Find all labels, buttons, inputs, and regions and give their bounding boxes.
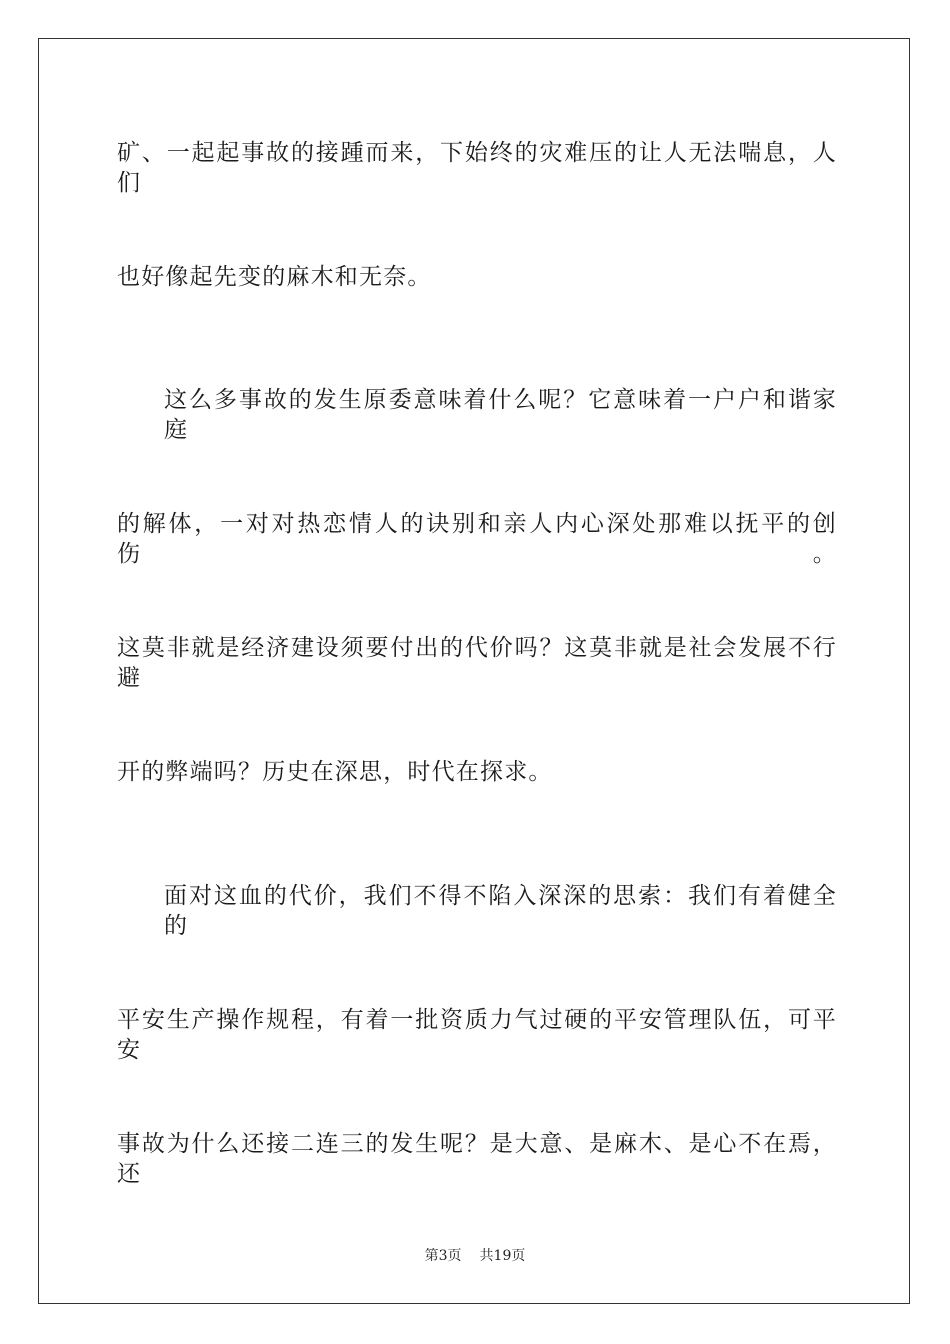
text-line-7: 面对这血的代价，我们不得不陷入深深的思索：我们有着健全的 xyxy=(164,883,837,939)
text-line-4: 的解体，一对对热恋情人的诀别和亲人内心深处那难以抚平的创伤。 xyxy=(117,511,837,567)
text-line-3: 这么多事故的发生原委意味着什么呢？它意味着一户户和谐家庭 xyxy=(164,387,837,443)
text-line-1: 矿、一起起事故的接踵而来，下始终的灾难压的让人无法喘息，人们 xyxy=(117,140,837,196)
text-line-5: 这莫非就是经济建设须要付出的代价吗？这莫非就是社会发展不行避 xyxy=(117,635,837,691)
text-line-6: 开的弊端吗？历史在深思，时代在探求。 xyxy=(117,759,553,785)
text-line-9: 事故为什么还接二连三的发生呢？是大意、是麻木、是心不在焉，还 xyxy=(117,1131,837,1187)
text-line-8: 平安生产操作规程，有着一批资质力气过硬的平安管理队伍，可平安 xyxy=(117,1007,837,1063)
page-footer xyxy=(0,1246,950,1266)
page-number-current: 第3页 xyxy=(424,1248,462,1264)
text-line-2: 也好像起先变的麻木和无奈。 xyxy=(117,264,432,290)
page-number-total: 共19页 xyxy=(479,1248,526,1264)
